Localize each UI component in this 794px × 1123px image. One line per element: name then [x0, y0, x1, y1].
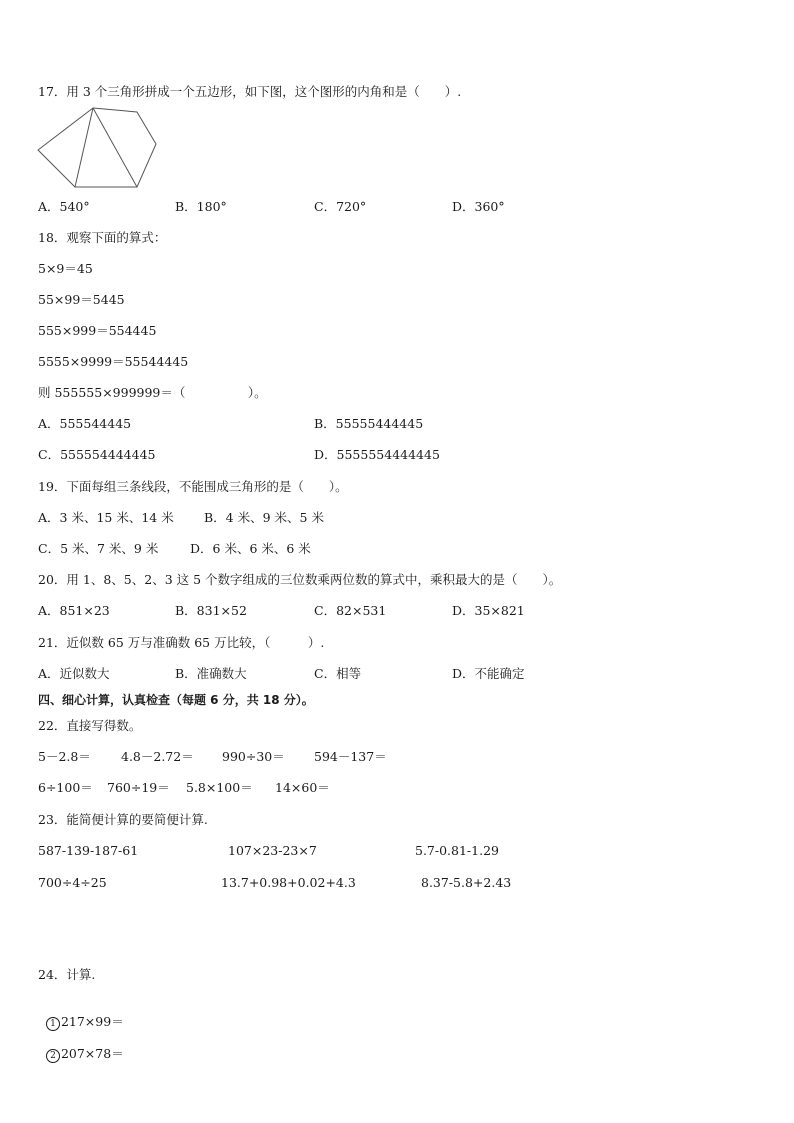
q20-stem: 20．用 1、8、5、2、3 这 5 个数字组成的三位数乘两位数的算式中，乘积最大的是（ ）。: [38, 572, 562, 587]
q22-item: 5.8×100＝: [186, 780, 253, 795]
q17-option-b[interactable]: B．180°: [175, 199, 227, 214]
q17-stem: 17．用 3 个三角形拼成一个五边形，如下图，这个图形的内角和是（ ）.: [38, 84, 462, 99]
q23-item: 700÷4÷25: [38, 875, 107, 890]
q23-item: 587-139-187-61: [38, 843, 139, 858]
q24-expression-1: 217×99＝: [60, 1014, 124, 1029]
q17-option-c[interactable]: C．720°: [314, 199, 367, 214]
q18-option-c[interactable]: C．555554444445: [38, 447, 156, 462]
q17-option-a[interactable]: A．540°: [38, 199, 90, 214]
q20-option-d[interactable]: D．35×821: [452, 603, 525, 618]
q21-option-b[interactable]: B．准确数大: [175, 666, 247, 681]
q18-pattern-line-1: 5×9＝45: [38, 261, 93, 276]
q21-option-a[interactable]: A．近似数大: [38, 666, 110, 681]
q18-stem: 18．观察下面的算式：: [38, 230, 167, 245]
q19-option-d[interactable]: D．6 米、6 米、6 米: [190, 541, 311, 556]
q18-option-b[interactable]: B．55555444445: [314, 416, 424, 431]
q24-stem: 24．计算.: [38, 967, 96, 982]
q23-item: 13.7+0.98+0.02+4.3: [221, 875, 356, 890]
q23-item: 5.7-0.81-1.29: [415, 843, 499, 858]
q23-item: 8.37-5.8+2.43: [421, 875, 512, 890]
q22-item: 5－2.8＝: [38, 749, 91, 764]
q19-option-a[interactable]: A．3 米、15 米、14 米: [38, 510, 174, 525]
q18-option-d[interactable]: D．5555554444445: [314, 447, 440, 462]
pentagon-outline: [38, 108, 156, 187]
q19-option-b[interactable]: B．4 米、9 米、5 米: [204, 510, 324, 525]
q21-option-d[interactable]: D．不能确定: [452, 666, 525, 681]
section-4-title: 四、细心计算，认真检查（每题 6 分，共 18 分）。: [38, 693, 314, 707]
q23-stem: 23．能简便计算的要简便计算.: [38, 812, 208, 827]
q22-item: 594－137＝: [314, 749, 387, 764]
q22-item: 990÷30＝: [222, 749, 285, 764]
q19-option-c[interactable]: C．5 米、7 米、9 米: [38, 541, 159, 556]
q23-item: 107×23-23×7: [228, 843, 317, 858]
q20-option-c[interactable]: C．82×531: [314, 603, 387, 618]
q18-option-a[interactable]: A．555544445: [38, 416, 132, 431]
q18-pattern-line-3: 555×999＝554445: [38, 323, 157, 338]
q21-stem: 21．近似数 65 万与准确数 65 万比较，（ ）.: [38, 635, 325, 650]
q24-expression-2: 207×78＝: [60, 1046, 124, 1061]
q22-item: 6÷100＝: [38, 780, 93, 795]
triangle-divider-2: [93, 108, 137, 187]
q22-stem: 22．直接写得数。: [38, 718, 142, 733]
q24-item-2: [38, 1030, 124, 1063]
q20-option-b[interactable]: B．831×52: [175, 603, 247, 618]
q20-option-a[interactable]: A．851×23: [38, 603, 110, 618]
circled-number-1: 1: [46, 1017, 60, 1031]
q19-stem: 19．下面每组三条线段，不能围成三角形的是（ ）。: [38, 479, 348, 494]
circled-number-2: 2: [46, 1049, 60, 1063]
q18-pattern-line-2: 55×99＝5445: [38, 292, 125, 307]
q17-option-d[interactable]: D．360°: [452, 199, 505, 214]
q21-option-c[interactable]: C．相等: [314, 666, 362, 681]
q18-question: 则 555555×999999＝（ ）。: [38, 385, 267, 400]
q22-item: 4.8－2.72＝: [121, 749, 194, 764]
q24-item-1: [38, 998, 124, 1031]
pentagon-figure: [35, 104, 165, 194]
q22-item: 14×60＝: [275, 780, 330, 795]
q22-item: 760÷19＝: [107, 780, 170, 795]
q18-pattern-line-4: 5555×9999＝55544445: [38, 354, 189, 369]
